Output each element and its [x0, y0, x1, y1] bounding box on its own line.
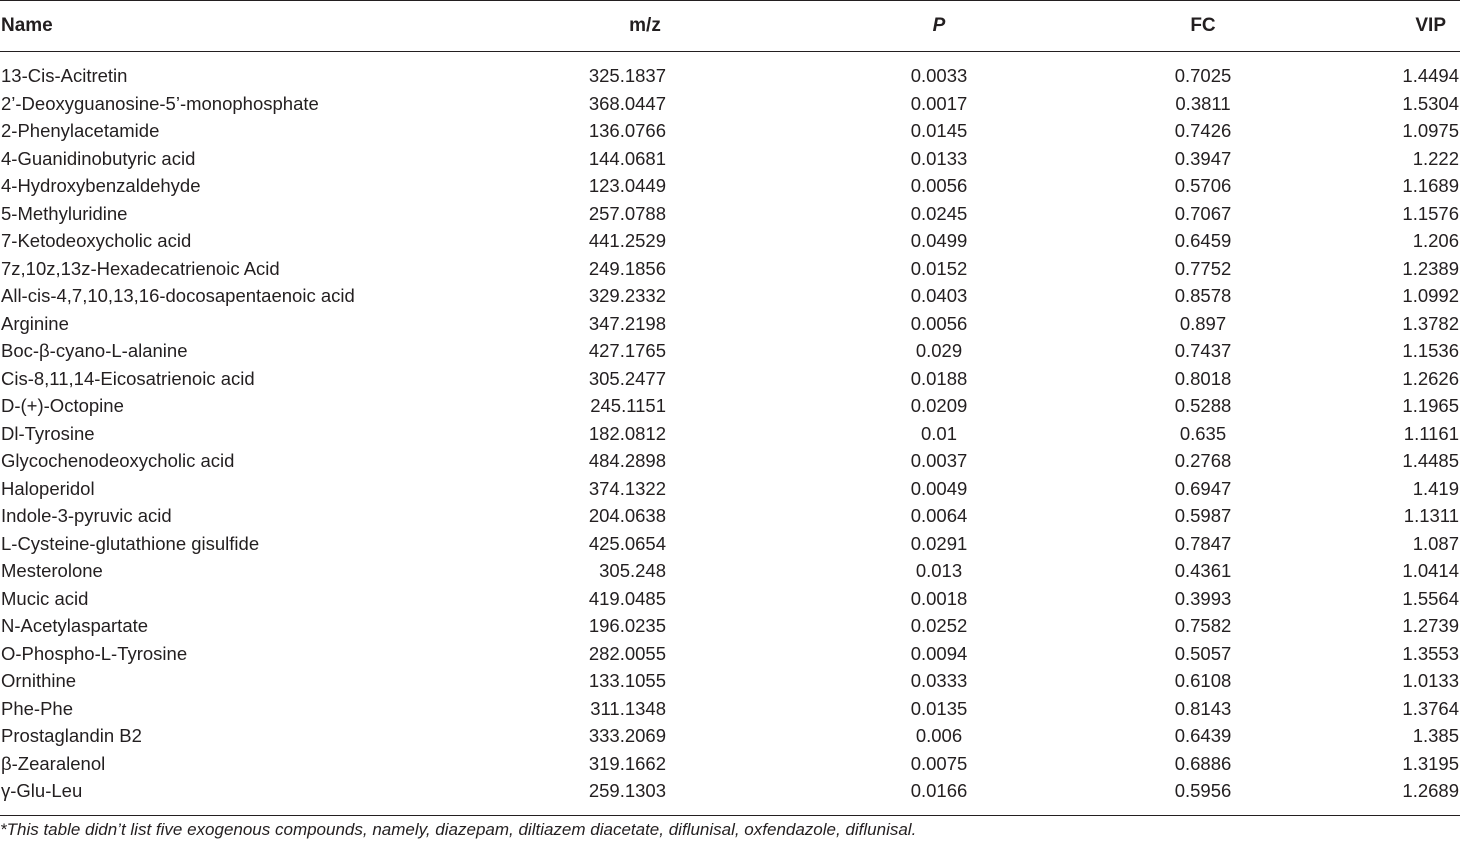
cell-mz: 282.0055 — [588, 642, 666, 664]
cell-mz: 249.1856 — [588, 257, 666, 279]
cell-vip: 1.2389 — [1402, 257, 1459, 279]
cell-vip: 1.2689 — [1320, 777, 1460, 815]
cell-mz: 196.0235 — [588, 615, 666, 636]
cell-name: 4-Hydroxybenzaldehyde — [1, 175, 201, 196]
cell-fc: 0.5956 — [1070, 777, 1320, 815]
cell-mz: 374.1322 — [588, 477, 666, 499]
cell-mz: 484.2898 — [588, 450, 666, 471]
cell-p: 0.0049 — [910, 477, 968, 499]
cell-fc: 0.6459 — [1174, 230, 1232, 251]
cell-p: 0.01 — [920, 422, 957, 444]
column-header-fc: FC — [1070, 1, 1320, 52]
cell-name: Cis-8,11,14-Eicosatrienoic acid — [1, 367, 255, 389]
cell-fc: 0.5987 — [1174, 505, 1232, 526]
table-row — [0, 255, 1460, 283]
cell-p: 0.0291 — [910, 532, 968, 554]
cell-fc: 0.5057 — [1174, 642, 1232, 664]
cell-p: 0.0037 — [910, 450, 968, 471]
table-row — [0, 310, 1460, 338]
cell-fc: 0.7025 — [1174, 65, 1232, 86]
table-row — [0, 145, 1460, 173]
cell-p: 0.0252 — [910, 615, 968, 636]
cell-vip: 1.0133 — [1402, 670, 1459, 691]
cell-mz: 311.1348 — [590, 697, 666, 719]
column-header-p: P — [790, 1, 1070, 52]
cell-vip: 1.385 — [1412, 725, 1459, 746]
cell-fc: 0.7437 — [1174, 340, 1232, 361]
cell-fc: 0.2768 — [1174, 450, 1232, 471]
cell-name: L-Cysteine-glutathione gisulfide — [1, 532, 260, 554]
cell-mz: 182.0812 — [588, 422, 666, 444]
cell-name: Dl-Tyrosine — [1, 422, 95, 444]
cell-fc: 0.3993 — [1174, 587, 1232, 609]
cell-name: 2-Phenylacetamide — [1, 120, 160, 141]
cell-name: Phe-Phe — [1, 697, 73, 719]
cell-p: 0.0056 — [910, 312, 968, 334]
cell-vip: 1.0992 — [1402, 285, 1459, 306]
table-row — [0, 392, 1460, 420]
cell-mz: 427.1765 — [588, 340, 666, 361]
cell-p: 0.0133 — [910, 147, 968, 169]
cell-fc: 0.3811 — [1175, 92, 1231, 114]
cell-mz: 144.0681 — [588, 147, 666, 169]
cell-name: 13-Cis-Acitretin — [1, 65, 128, 86]
cell-fc: 0.7426 — [1174, 120, 1232, 141]
cell-name: β-Zearalenol — [1, 752, 106, 774]
cell-name: Mucic acid — [1, 587, 89, 609]
cell-fc: 0.5288 — [1174, 395, 1232, 416]
cell-name: Prostaglandin B2 — [1, 725, 142, 746]
cell-fc: 0.635 — [1179, 422, 1227, 444]
table-row — [0, 282, 1460, 310]
cell-vip: 1.2739 — [1402, 615, 1459, 636]
cell-vip: 1.1965 — [1402, 395, 1459, 416]
table-row — [0, 557, 1460, 585]
cell-vip: 1.3764 — [1402, 697, 1459, 719]
cell-name: Boc-β-cyano-L-alanine — [1, 340, 188, 361]
cell-p: 0.0188 — [910, 367, 968, 389]
cell-p: 0.0135 — [910, 697, 968, 719]
cell-fc: 0.7847 — [1174, 532, 1232, 554]
cell-fc: 0.6947 — [1174, 477, 1232, 499]
table-row — [0, 117, 1460, 145]
cell-name: 7z,10z,13z-Hexadecatrienoic Acid — [1, 257, 280, 279]
cell-fc: 0.5706 — [1174, 175, 1232, 196]
cell-p: 0.0018 — [910, 587, 968, 609]
cell-p: 0.006 — [915, 725, 963, 746]
cell-vip: 1.5304 — [1402, 92, 1459, 114]
table-row — [0, 640, 1460, 668]
cell-fc: 0.8578 — [1174, 285, 1232, 306]
cell-p: 0.0064 — [910, 505, 968, 526]
cell-mz: 123.0449 — [588, 175, 666, 196]
header-row — [0, 1, 1460, 52]
cell-fc: 0.4361 — [1174, 560, 1232, 581]
table-body — [0, 52, 1460, 816]
cell-p: 0.0166 — [790, 777, 1070, 815]
cell-mz: 441.2529 — [588, 230, 666, 251]
table-row — [0, 722, 1460, 750]
cell-name: Mesterolone — [1, 560, 103, 581]
table-row — [0, 502, 1460, 530]
column-header-name: Name — [0, 1, 540, 52]
table-row — [0, 695, 1460, 723]
table-row — [0, 227, 1460, 255]
cell-mz: 347.2198 — [588, 312, 666, 334]
table-row — [0, 585, 1460, 613]
cell-p: 0.0075 — [910, 752, 968, 774]
cell-vip: 1.1689 — [1402, 175, 1459, 196]
cell-vip: 1.222 — [1412, 147, 1459, 169]
table-row — [0, 172, 1460, 200]
cell-p: 0.029 — [915, 340, 963, 361]
cell-vip: 1.4494 — [1402, 65, 1459, 86]
cell-p: 0.0499 — [910, 230, 968, 251]
cell-mz: 305.2477 — [588, 367, 666, 389]
cell-mz: 133.1055 — [588, 670, 666, 691]
cell-fc: 0.6439 — [1174, 725, 1232, 746]
cell-vip: 1.5564 — [1402, 587, 1459, 609]
cell-name: Glycochenodeoxycholic acid — [1, 450, 235, 471]
cell-name: N-Acetylaspartate — [1, 615, 149, 636]
cell-mz: 259.1303 — [540, 777, 790, 815]
cell-fc: 0.7067 — [1174, 202, 1232, 224]
cell-p: 0.013 — [915, 560, 963, 581]
table-row — [0, 90, 1460, 118]
cell-vip: 1.3195 — [1402, 752, 1459, 774]
cell-p: 0.0333 — [910, 670, 968, 691]
cell-fc: 0.6108 — [1174, 670, 1232, 691]
cell-vip: 1.3782 — [1402, 312, 1459, 334]
cell-p: 0.0403 — [910, 285, 968, 306]
cell-mz: 329.2332 — [588, 285, 666, 306]
cell-p: 0.0017 — [910, 92, 968, 114]
cell-name: 5-Methyluridine — [1, 202, 128, 224]
cell-vip: 1.1576 — [1402, 202, 1459, 224]
cell-p: 0.0094 — [910, 642, 968, 664]
cell-mz: 257.0788 — [588, 202, 666, 224]
cell-name: D-(+)-Octopine — [1, 395, 124, 416]
cell-vip: 1.1311 — [1403, 505, 1459, 526]
cell-name: Ornithine — [1, 670, 77, 691]
column-header-mz: m/z — [540, 1, 790, 52]
cell-mz: 425.0654 — [588, 532, 666, 554]
cell-vip: 1.1536 — [1402, 340, 1459, 361]
cell-name: Arginine — [1, 312, 69, 334]
table-row — [0, 447, 1460, 475]
cell-vip: 1.2626 — [1402, 367, 1459, 389]
cell-vip: 1.087 — [1412, 532, 1459, 554]
cell-fc: 0.6886 — [1174, 752, 1232, 774]
cell-p: 0.0152 — [910, 257, 968, 279]
cell-name: O-Phospho-L-Tyrosine — [1, 642, 188, 664]
cell-vip: 1.3553 — [1402, 642, 1459, 664]
cell-vip: 1.0975 — [1402, 120, 1459, 141]
cell-vip: 1.206 — [1412, 230, 1459, 251]
cell-name: All-cis-4,7,10,13,16-docosapentaenoic acid — [1, 285, 355, 306]
table-header — [0, 1, 1460, 52]
cell-vip: 1.1161 — [1403, 422, 1459, 444]
cell-mz: 204.0638 — [588, 505, 666, 526]
cell-mz: 305.248 — [599, 560, 666, 581]
table-row — [0, 475, 1460, 503]
table-row — [0, 200, 1460, 228]
cell-p: 0.0056 — [910, 175, 968, 196]
table-row — [0, 365, 1460, 393]
cell-name: 4-Guanidinobutyric acid — [1, 147, 196, 169]
cell-vip: 1.4485 — [1402, 450, 1459, 471]
cell-name: γ-Glu-Leu — [0, 777, 540, 815]
cell-vip: 1.0414 — [1402, 560, 1459, 581]
cell-mz: 333.2069 — [588, 725, 666, 746]
table-row — [0, 420, 1460, 448]
column-header-vip: VIP — [1320, 1, 1460, 52]
cell-name: 7-Ketodeoxycholic acid — [1, 230, 192, 251]
table-row — [0, 667, 1460, 695]
cell-mz: 319.1662 — [588, 752, 666, 774]
cell-mz: 419.0485 — [588, 587, 666, 609]
cell-p: 0.0245 — [910, 202, 968, 224]
table-footnote: *This table didn’t list five exogenous compounds, namely, diazepam, diltiazem diacetate, diflunisal, oxfendazole, diflunisal. — [0, 820, 917, 839]
table-row — [0, 750, 1460, 778]
cell-fc: 0.8143 — [1174, 697, 1232, 719]
cell-mz: 368.0447 — [588, 92, 666, 114]
table-row — [0, 337, 1460, 365]
cell-fc: 0.7752 — [1174, 257, 1232, 279]
cell-name: 2’-Deoxyguanosine-5’-monophosphate — [1, 92, 319, 114]
cell-p: 0.0033 — [910, 65, 968, 86]
cell-fc: 0.3947 — [1174, 147, 1232, 169]
cell-name: Indole-3-pyruvic acid — [1, 505, 172, 526]
cell-name: Haloperidol — [1, 477, 95, 499]
cell-vip: 1.419 — [1412, 477, 1459, 499]
table-row — [0, 530, 1460, 558]
table-row — [0, 612, 1460, 640]
cell-fc: 0.7582 — [1174, 615, 1232, 636]
table-row — [0, 777, 1460, 815]
cell-p: 0.0145 — [910, 120, 968, 141]
table-row — [0, 52, 1460, 90]
cell-p: 0.0209 — [910, 395, 968, 416]
cell-mz: 245.1151 — [590, 395, 666, 416]
cell-mz: 136.0766 — [588, 120, 666, 141]
cell-fc: 0.897 — [1179, 312, 1227, 334]
cell-mz: 325.1837 — [588, 65, 666, 86]
cell-fc: 0.8018 — [1174, 367, 1232, 389]
